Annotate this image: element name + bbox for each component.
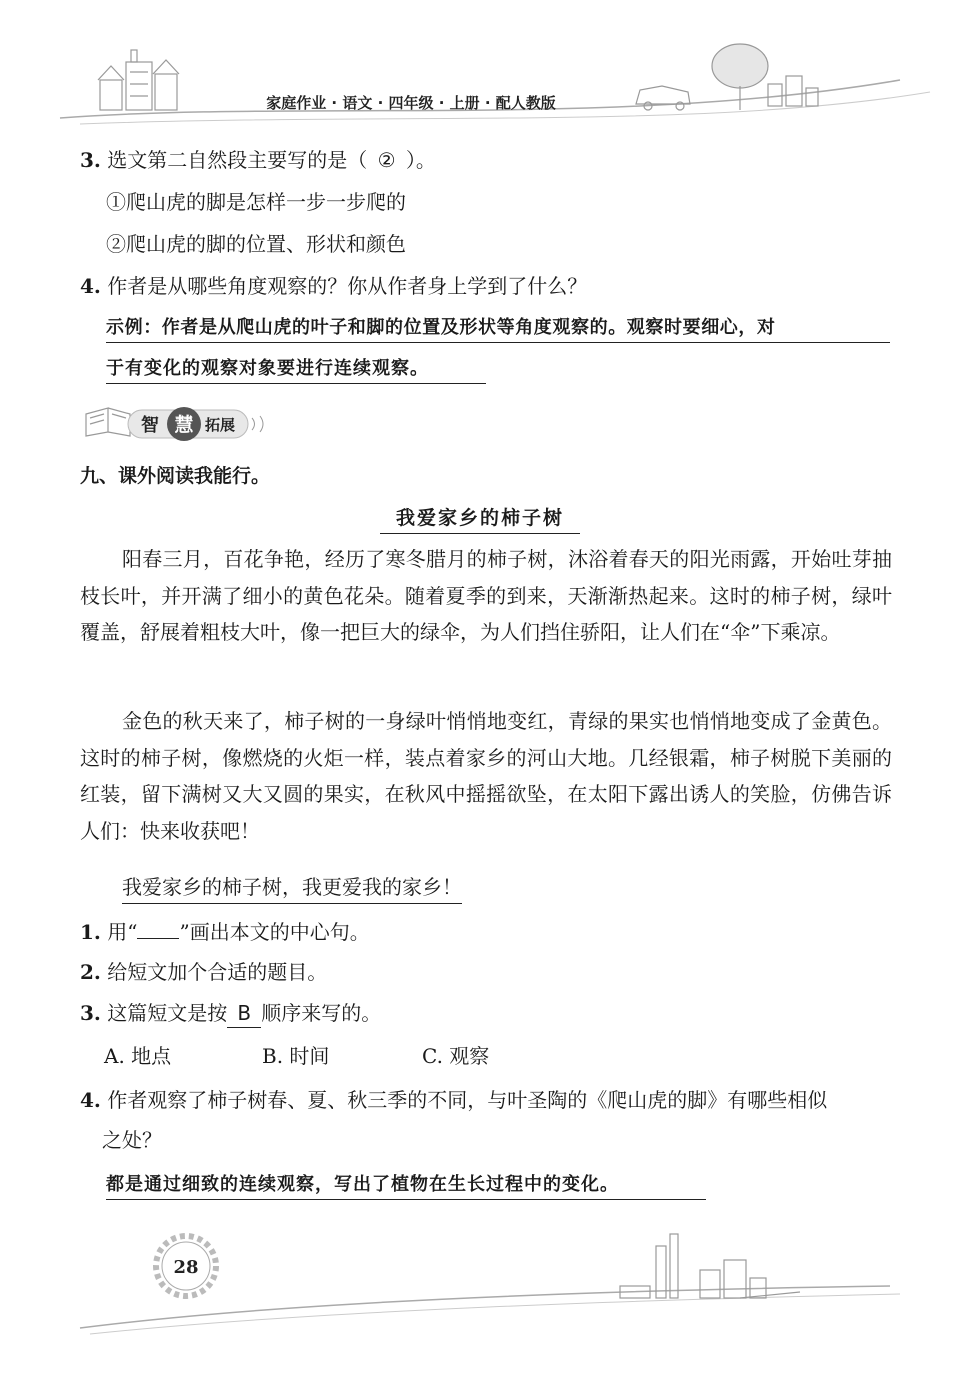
- book-icon: [86, 408, 130, 436]
- banner-text-a: 智: [141, 415, 159, 436]
- article-title: 我爱家乡的柿子树: [380, 503, 580, 534]
- q3-question-text: 选文第二自然段主要写的是（: [107, 148, 368, 172]
- tree-icon: [712, 44, 768, 110]
- article-paragraph-2: 金色的秋天来了，柿子树的一身绿叶悄悄地变红，青绿的果实也悄悄地变成了金黄色。这时的柿子树，像燃烧的火炬一样，装点着家乡的河山大地。几经银霜，柿子树脱下美丽的红装，留下满树又大又圆的果实，在秋风中摇摇欲坠，在太阳下露出诱人的笑脸，仿佛告诉人们：快来收获吧！: [80, 709, 892, 843]
- q3-question-end: ）。: [405, 148, 436, 172]
- q3-number: 3.: [80, 148, 101, 172]
- header-label: 家庭作业 · 语文 · 四年级 · 上册 · 配人教版: [266, 94, 556, 112]
- question-1-text-a: 用“: [107, 920, 138, 944]
- q4-number: 4.: [80, 274, 101, 298]
- banner-badge: [80, 396, 280, 448]
- header-decoration: [0, 0, 979, 130]
- question-2: [80, 958, 327, 986]
- q3-answer: ②: [377, 148, 396, 172]
- article-paragraph-3: 我爱家乡的柿子树，我更爱我的家乡！: [122, 873, 462, 904]
- houses-icon: [98, 50, 179, 110]
- question-2-number: 2.: [80, 960, 101, 984]
- q4-question-text: 作者是从哪些角度观察的？你从作者身上学到了什么？: [107, 274, 588, 298]
- q3-option-1: ①爬山虎的脚是怎样一步一步爬的: [106, 190, 406, 214]
- question-3-option-b: B. 时间: [262, 1044, 330, 1068]
- question-3-text-a: 这篇短文是按: [107, 1001, 228, 1025]
- car-icon: [636, 86, 690, 110]
- question-3-answer: B: [227, 999, 261, 1028]
- section-title: 九、课外阅读我能行。: [80, 465, 271, 487]
- page-number: 28: [173, 1257, 199, 1278]
- question-4-text-1: 作者观察了柿子树春、夏、秋三季的不同，与叶圣陶的《爬山虎的脚》有哪些相似: [107, 1088, 828, 1112]
- banner-text-c: 拓展: [204, 416, 236, 434]
- question-3-option-c: C. 观察: [422, 1044, 490, 1068]
- question-1-blank: [137, 918, 179, 939]
- question-1-number: 1.: [80, 920, 101, 944]
- question-1: [80, 918, 370, 946]
- question-4-number: 4.: [80, 1088, 101, 1112]
- footer-decoration: [0, 1230, 979, 1350]
- question-3-option-a: A. 地点: [104, 1044, 172, 1068]
- question-3-number: 3.: [80, 1001, 101, 1025]
- article-paragraph-1: 阳春三月，百花争艳，经历了寒冬腊月的柿子树，沐浴着春天的阳光雨露，开始吐芽抽枝长叶，并开满了细小的黄色花朵。随着夏季的到来，天渐渐热起来。这时的柿子树，绿叶覆盖，舒展着粗枝大叶，像一把巨大的绿伞，为人们挡住骄阳，让人们在“伞”下乘凉。: [80, 547, 892, 644]
- q3-option-2: ②爬山虎的脚的位置、形状和颜色: [106, 232, 406, 256]
- buildings-icon: [768, 76, 818, 106]
- q4-answer-line-2: 于有变化的观察对象要进行连续观察。: [106, 354, 486, 384]
- q3-question: [80, 146, 436, 174]
- q4-question: [80, 272, 587, 300]
- question-2-text: 给短文加个合适的题目。: [107, 960, 328, 984]
- question-3-text-b: 顺序来写的。: [261, 1001, 382, 1025]
- question-1-text-b: ”画出本文的中心句。: [179, 920, 370, 944]
- banner-text-b: 慧: [174, 414, 194, 436]
- question-3: [80, 999, 381, 1028]
- question-4-text-2: 之处？: [102, 1128, 162, 1152]
- question-4-answer: 都是通过细致的连续观察，写出了植物在生长过程中的变化。: [106, 1170, 706, 1200]
- question-4: [80, 1086, 827, 1114]
- q4-answer-line-1: 示例：作者是从爬山虎的叶子和脚的位置及形状等角度观察的。观察时要细心，对: [106, 313, 890, 343]
